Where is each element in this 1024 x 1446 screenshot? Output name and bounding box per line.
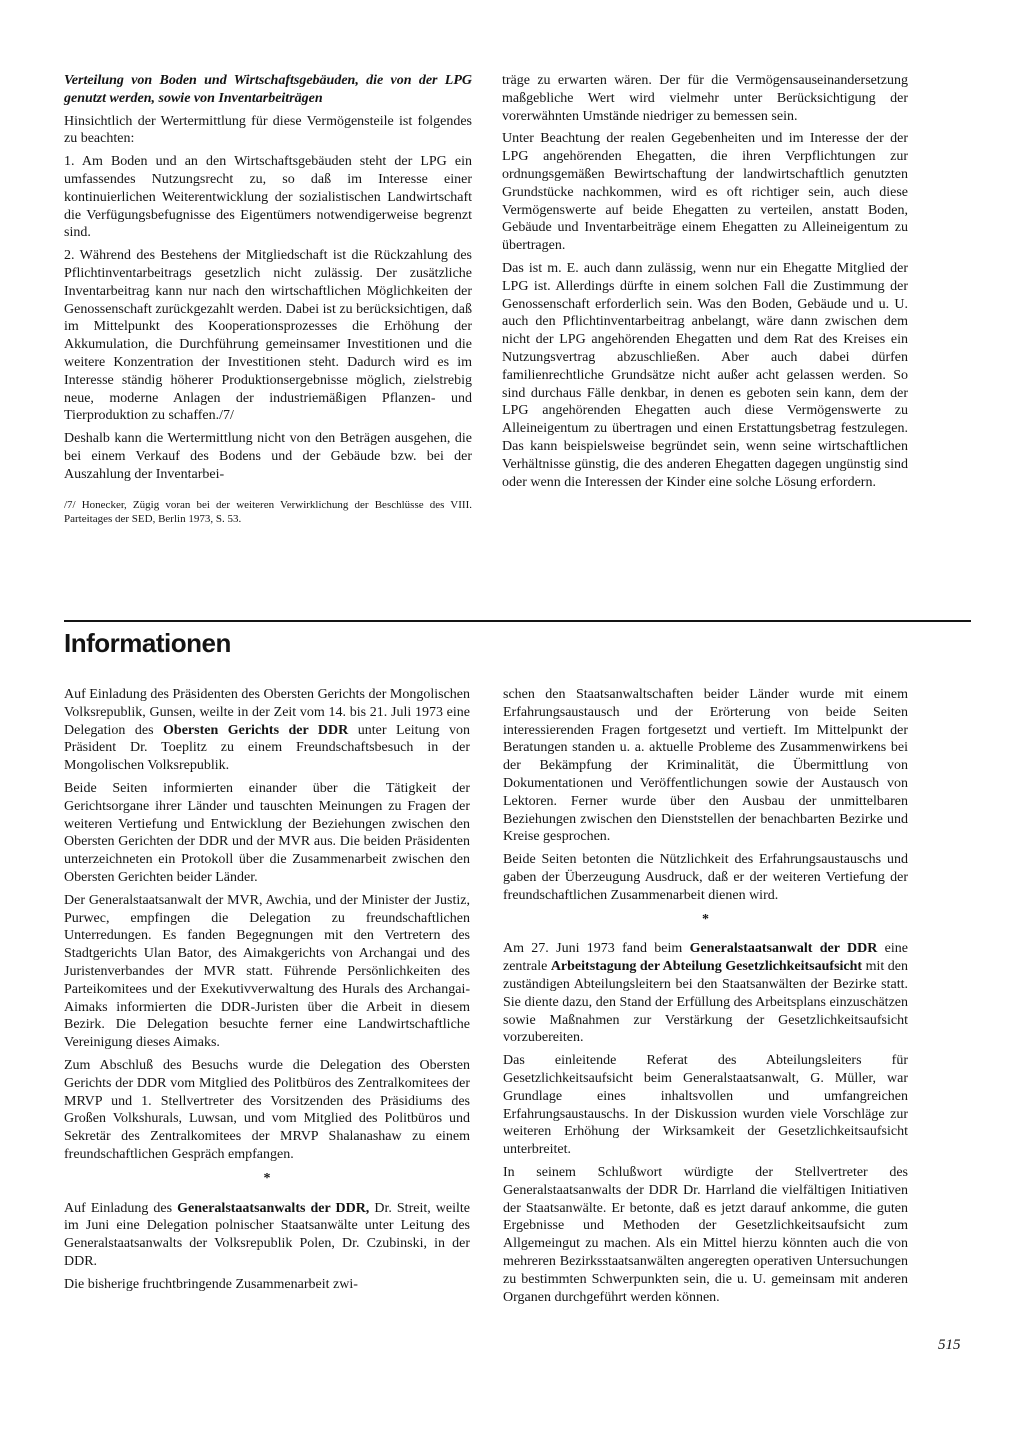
bottom-left-column	[64, 686, 470, 1299]
paragraph: 1. Am Boden und an den Wirtschaftsgebäuden steht der LPG ein umfassendes Nutzungsrecht zu, so daß im Interesse einer kontinuierlichen Weiterentwicklung der sozialistischen Landwirtschaft die Verfügungsbefugnisse des Eigentümers notwendigerweise begrenzt sind.	[64, 154, 472, 241]
paragraph: Das ist m. E. auch dann zulässig, wenn nur ein Ehegatte Mitglied der LPG ist. Allerdings dürfte in einem solchen Fall die Zustimmung der Genossenschaft erforderlich sein. Was den Boden, Gebäude und u. U. auch den Pflichtinventarbeitrag anbelangt, wäre dann zwischen dem nicht der LPG angehörenden Ehegatten und dem Rat des Kreises ein Nutzungsvertrag abzuschließen. Aber auch dabei dürfen familienrechtliche Grundsätze nicht außer acht gelassen werden. So sind durchaus Fälle denkbar, in denen es geboten sein kann, dem der LPG angehörenden Ehegatten auch diese Vermögenswerte zu Alleineigentum zu übertragen und einen Erstattungsbetrag festzulegen. Das kann beispielsweise begründet sein, wenn seine wirtschaftlichen Verhältnisse günstig, die des anderen Ehegatten dagegen ungünstig sind oder wenn die Interessen der Kinder eine solche Lösung erfordern.	[502, 260, 908, 490]
paragraph: Unter Beachtung der realen Gegebenheiten und im Interesse der der LPG angehörenden Ehegatten, die ihren Verpflichtungen zur ordnungsgemäßen Bewirtschaftung der landwirtschaftlich genutzten Grundstücke nachkommen, wird es oft richtiger sein, auch diese Vermögenswerte auf beide Ehegatten zu verteilen, anstatt Boden, Gebäude und Inventarbeiträge einem Ehegatten zu Alleineigentum zu übertragen.	[502, 131, 908, 254]
paragraph: Am 27. Juni 1973 fand beim Generalstaatsanwalt der DDR eine zentrale Arbeitstagung der Abteilung Gesetzlichkeitsaufsicht mit den zuständigen Abteilungsleitern bei den Staatsanwälten der Bezirke statt. Sie diente dazu, den Stand der Erfüllung des Arbeitsplans einzuschätzen sowie Maßnahmen zur Verstärkung der Gesetzlichkeitsaufsicht vorzubereiten.	[503, 941, 908, 1046]
paragraph: Das einleitende Referat des Abteilungsleiters für Gesetzlichkeitsaufsicht beim Generalstaatsanwalt, G. Müller, war Grundlage eines inhaltsvollen und umfangreichen Erfahrungsaustauschs. In der Diskussion wurden viele Vorschläge zur weiteren Erhöhung der Wirksamkeit der Gesetzlichkeitsaufsicht unterbreitet.	[503, 1053, 908, 1158]
paragraph: Zum Abschluß des Besuchs wurde die Delegation des Obersten Gerichts der DDR vom Mitglied des Politbüros des Zentralkomitees der MRVP und 1. Stellvertreter des Vorsitzenden des Präsidiums des Großen Volkshurals, Luwsan, und vom Mitglied des Politbüros und Sekretär des Zentralkomitees der MRVP Shalanashaw zu einem freundschaftlichen Gespräch empfangen.	[64, 1057, 470, 1162]
footnote: /7/ Honecker, Zügig voran bei der weiteren Verwirklichung der Beschlüsse des VIII. Parteitages der SED, Berlin 1973, S. 53.	[64, 498, 472, 525]
separator-asterisk: *	[702, 911, 709, 927]
top-left-column	[64, 72, 472, 526]
bottom-right-column	[503, 686, 908, 1311]
paragraph: Hinsichtlich der Wertermittlung für diese Vermögensteile ist folgendes zu beachten:	[64, 113, 472, 147]
paragraph: Die bisherige fruchtbringende Zusammenarbeit zwi-	[64, 1276, 358, 1292]
paragraph: Der Generalstaatsanwalt der MVR, Awchia, und der Minister der Justiz, Purwec, empfingen die Delegation zu freundschaftlichen Unterredungen. Es fanden Begegnungen mit den Vertretern des Stadtgerichts Ulan Bator, des Aimakgerichts von Archangai und des Juristenverbandes der MVR statt. Führende Persönlichkeiten des Parteikomitees und der Exekutivverwaltung des Hurals des Archangai-Aimaks informierten die DDR-Juristen über die Arbeit in diesem Bezirk. Die Delegation besuchte ferner eine Landwirtschaftliche Vereinigung dieses Aimaks.	[64, 892, 470, 1051]
top-right-column	[502, 72, 908, 496]
subsection-heading: Verteilung von Boden und Wirtschaftsgebäuden, die von der LPG genutzt werden, sowie von Inventarbeiträgen	[64, 73, 472, 106]
paragraph: Deshalb kann die Wertermittlung nicht von den Beträgen ausgehen, die bei einem Verkauf des Bodens und der Gebäude bzw. bei der Auszahlung der Inventarbei-	[64, 431, 472, 482]
paragraph: In seinem Schlußwort würdigte der Stellvertreter des Generalstaatsanwalts der DDR Dr. Harrland die vielfältigen Initiativen der Staatsanwälte. Er betonte, daß es jetzt darauf ankomme, die guten Ergebnisse und Methoden der Gesetzlichkeitsaufsicht zum Allgemeingut zu machen. Als ein Mittel hierzu könnten auch die von mehreren Bezirksstaatsanwälten angeregten operativen Untersuchungen zu bestimmten Schwerpunkten sein, die u. U. gemeinsam mit anderen Organen durchgeführt werden können.	[503, 1164, 908, 1305]
paragraph: 2. Während des Bestehens der Mitgliedschaft ist die Rückzahlung des Pflichtinventarbeitrags gesetzlich nicht zulässig. Der zusätzliche Inventarbeitrag kann nur nach den wirtschaftlichen Möglichkeiten der Genossenschaft zurückgezahlt werden. Dabei ist zu berücksichtigen, daß im Mittelpunkt des Kooperationsprozesses die Erhöhung der Akkumulation, die Durchführung gemeinsamer Investitionen und die weitere Konzentration der Investitionen steht. Dadurch wird es im Interesse ständig höherer Produktionsergebnisse möglich, zielstrebig neue, moderne Anlagen der industriemäßigen Pflanzen- und Tierproduktion zu schaffen./7/	[64, 248, 472, 424]
paragraph: schen den Staatsanwaltschaften beider Länder wurde mit einem Erfahrungsaustausch und der Erörterung von beide Seiten interessierenden Fragen fortgesetzt und vertieft. Im Mittelpunkt der Beratungen standen u. a. aktuelle Probleme des Zusammenwirkens bei der Bekämpfung der Kriminalität, die Übermittlung von Dokumentationen und Veröffentlichungen sowie der Austausch von Lektoren. Ferner wurde über den Ausbau der unmittelbaren Beziehungen zwischen den Dienststellen der benachbarten Bezirke und Kreise gesprochen.	[503, 687, 908, 845]
section-divider	[64, 620, 971, 622]
page-number: 515	[938, 1337, 961, 1353]
paragraph: träge zu erwarten wären. Der für die Vermögensauseinandersetzung maßgebliche Wert wird vielmehr unter Berücksichtigung der vorerwähnten Umstände niedriger zu bemessen sein.	[502, 73, 908, 124]
paragraph: Auf Einladung des Generalstaatsanwalts der DDR, Dr. Streit, weilte im Juni eine Delegation polnischer Staatsanwälte unter Leitung des Generalstaatsanwalts der Volksrepublik Polen, Dr. Czubinski, in der DDR.	[64, 1200, 470, 1269]
paragraph: Auf Einladung des Präsidenten des Obersten Gerichts der Mongolischen Volksrepublik, Gunsen, weilte in der Zeit vom 14. bis 21. Juli 1973 eine Delegation des Obersten Gerichts der DDR unter Leitung von Präsident Dr. Toeplitz zu einem Freundschaftsbesuch in der Mongolischen Volksrepublik.	[64, 687, 471, 774]
section-title: Informationen	[64, 628, 231, 658]
paragraph: Beide Seiten betonten die Nützlichkeit des Erfahrungsaustauschs und gaben der Überzeugung Ausdruck, daß er der weiteren Vertiefung der freundschaftlichen Zusammenarbeit dienen wird.	[503, 852, 908, 903]
separator-asterisk: *	[263, 1170, 271, 1186]
paragraph: Beide Seiten informierten einander über die Tätigkeit der Gerichtsorgane ihrer Länder und tauschten Meinungen zu Fragen der weiteren Vertiefung und Entwicklung der Beziehungen zwischen den Obersten Gerichten der DDR und der MVR aus. Die beiden Präsidenten unterzeichneten ein Protokoll über die Zusammenarbeit zwischen den Obersten Gerichten beider Länder.	[64, 780, 470, 885]
